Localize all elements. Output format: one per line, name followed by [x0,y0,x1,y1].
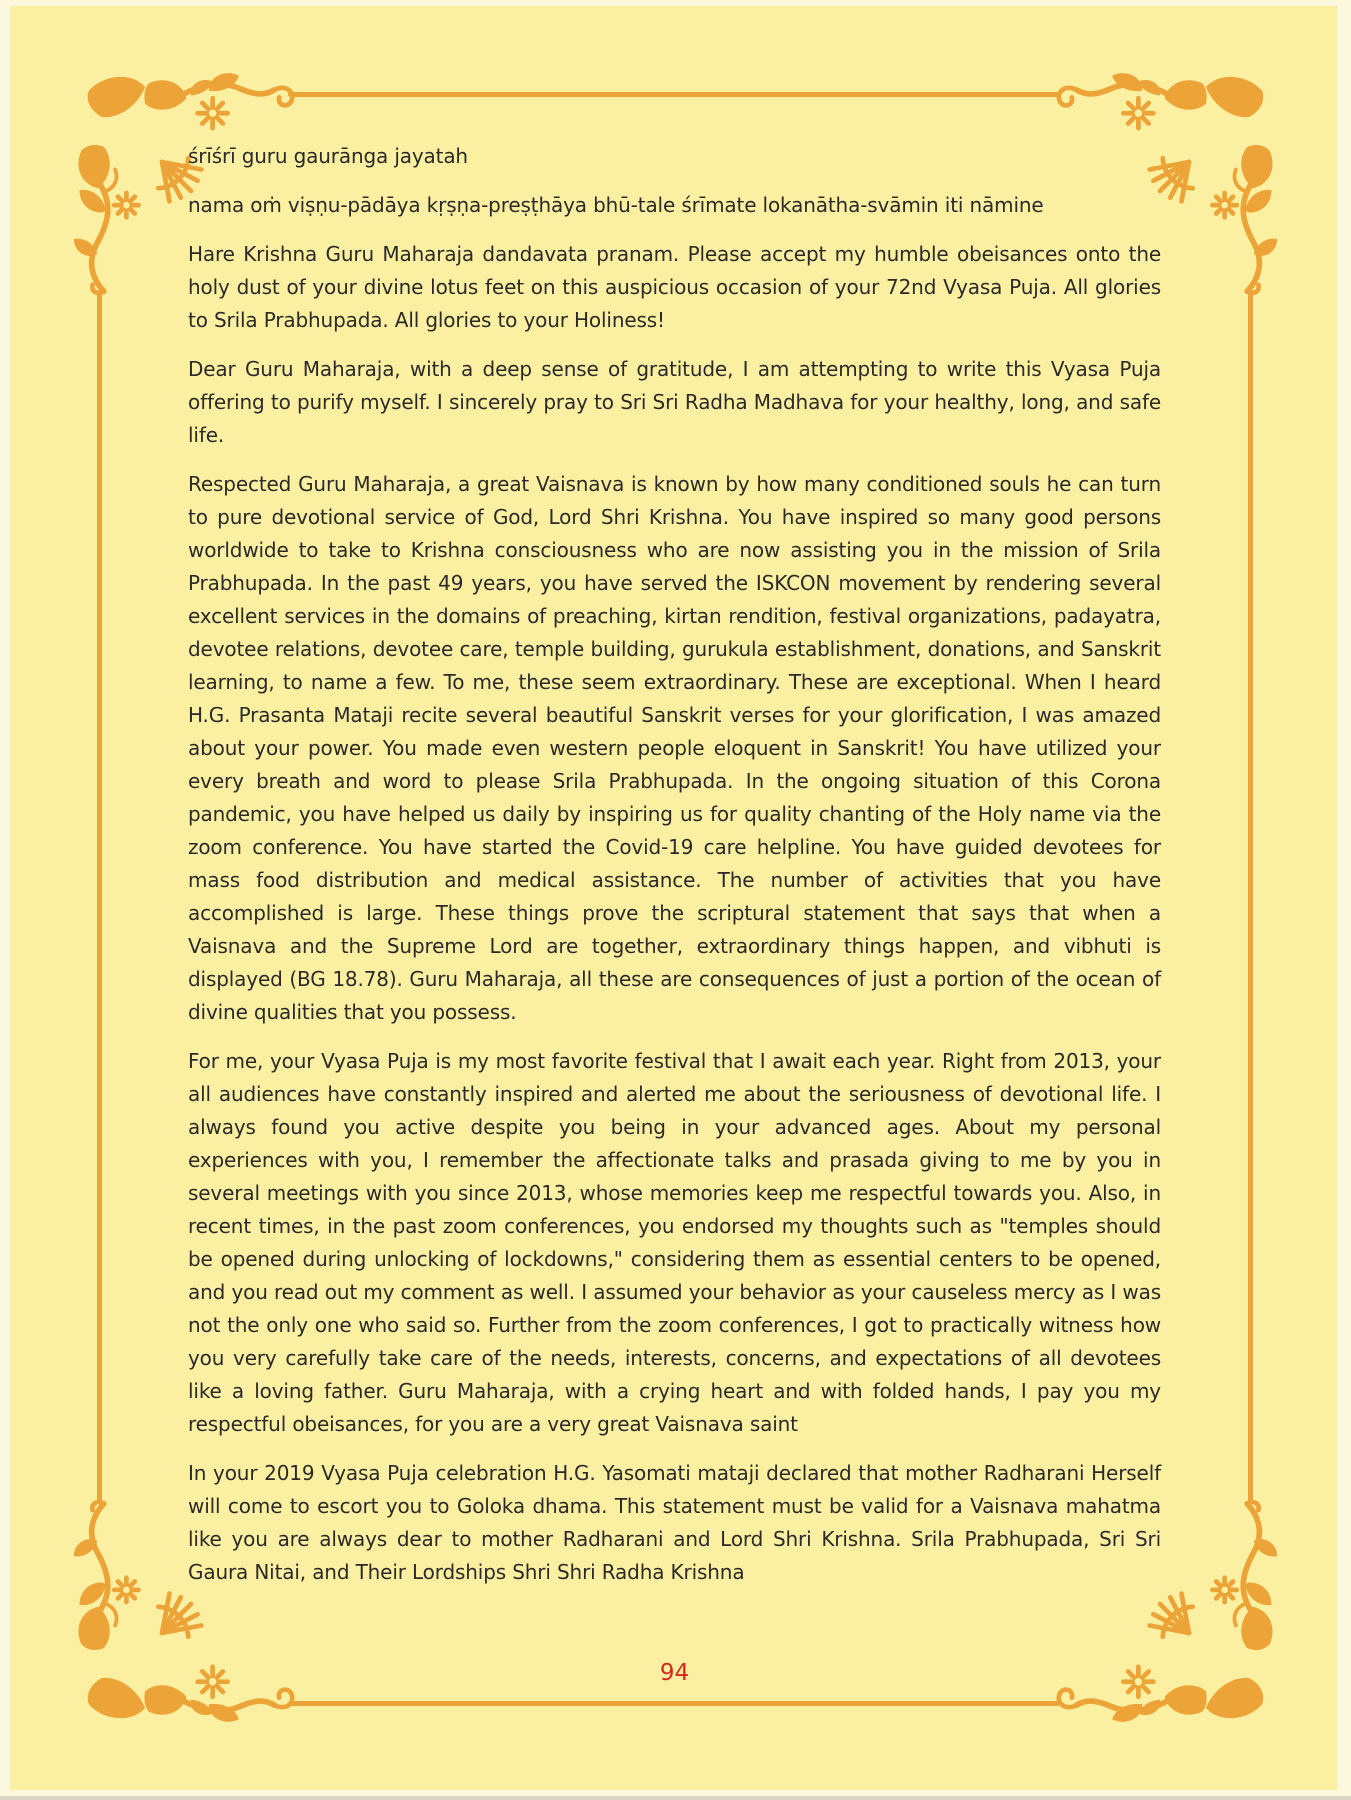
paragraph-2019-celebration: In your 2019 Vyasa Puja celebration H.G. Yasomati mataji declared that mother Radharani Herself will come to escort you to Goloka dhama. This statement must be valid for a Vaisnava mahatma like you are always dear to mother Radharani and Lord Shri Krishna. Srila Prabhupada, Sri Sri Gaura Nitai, and Their Lordships Shri Shri Radha Krishna [188,1461,1161,1584]
page-number: 94 [659,1660,690,1686]
frame-line-right [1248,290,1253,1502]
paragraph-gratitude: Dear Guru Maharaja, with a deep sense of gratitude, I am attempting to write this Vyasa Puja offering to purify myself. I sincerely pray to Sri Sri Radha Madhava for your healthy, long, and safe life. [188,357,1161,447]
paragraph-salutation: Hare Krishna Guru Maharaja dandavata pranam. Please accept my humble obeisances onto the holy dust of your divine lotus feet on this auspicious occasion of your 72nd Vyasa Puja. All glories to Srila Prabhupada. All glories to your Holiness! [188,242,1161,332]
frame-line-bottom [288,1701,1060,1706]
frame-line-left [97,290,102,1502]
frame-line-top [288,92,1060,97]
invocation-line-1: śrīśrī guru gaurānga jayatah [188,144,468,168]
invocation-line-2: nama oṁ viṣṇu-pādāya kṛṣṇa-preṣṭhāya bhū-tale śrīmate lokanātha-svāmin iti nāmine [188,193,1044,217]
letter-content [188,140,1161,1589]
paragraph-services: Respected Guru Maharaja, a great Vaisnava is known by how many conditioned souls he can turn to pure devotional service of God, Lord Shri Krishna. You have inspired so many good persons worldwide to take to Krishna consciousness who are now assisting you in the mission of Srila Prabhupada. In the past 49 years, you have served the ISKCON movement by rendering several excellent services in the domains of preaching, kirtan rendition, festival organizations, padayatra, devotee relations, devotee care, temple building, gurukula establishment, donations, and Sanskrit learning, to name a few. To me, these seem extraordinary. These are exceptional. When I heard H.G. Prasanta Mataji recite several beautiful Sanskrit verses for your glorification, I was amazed about your power. You made even western people eloquent in Sanskrit! You have utilized your every breath and word to please Srila Prabhupada. In the ongoing situation of this Corona pandemic, you have helped us daily by inspiring us for quality chanting of the Holy name via the zoom conference. You have started the Covid-19 care helpline. You have guided devotees for mass food distribution and medical assistance. The number of activities that you have accomplished is large. These things prove the scriptural statement that says that when a Vaisnava and the Supreme Lord are together, extraordinary things happen, and vibhuti is displayed (BG 18.78). Guru Maharaja, all these are consequences of just a portion of the ocean of divine qualities that you possess. [188,472,1161,1024]
paragraph-vyasa-puja-festival: For me, your Vyasa Puja is my most favorite festival that I await each year. Right from 2013, your all audiences have constantly inspired and alerted me about the seriousness of devotional life. I always found you active despite you being in your advanced ages. About my personal experiences with you, I remember the affectionate talks and prasada giving to me by you in several meetings with you since 2013, whose memories keep me respectful towards you. Also, in recent times, in the past zoom conferences, you endorsed my thoughts such as "temples should be opened during unlocking of lockdowns," considering them as essential centers to be opened, and you read out my comment as well. I assumed your behavior as your causeless mercy as I was not the only one who said so. Further from the zoom conferences, I got to practically witness how you very carefully take care of the needs, interests, concerns, and expectations of all devotees like a loving father. Guru Maharaja, with a crying heart and with folded hands, I pay you my respectful obeisances, for you are a very great Vaisnava saint [188,1049,1161,1436]
